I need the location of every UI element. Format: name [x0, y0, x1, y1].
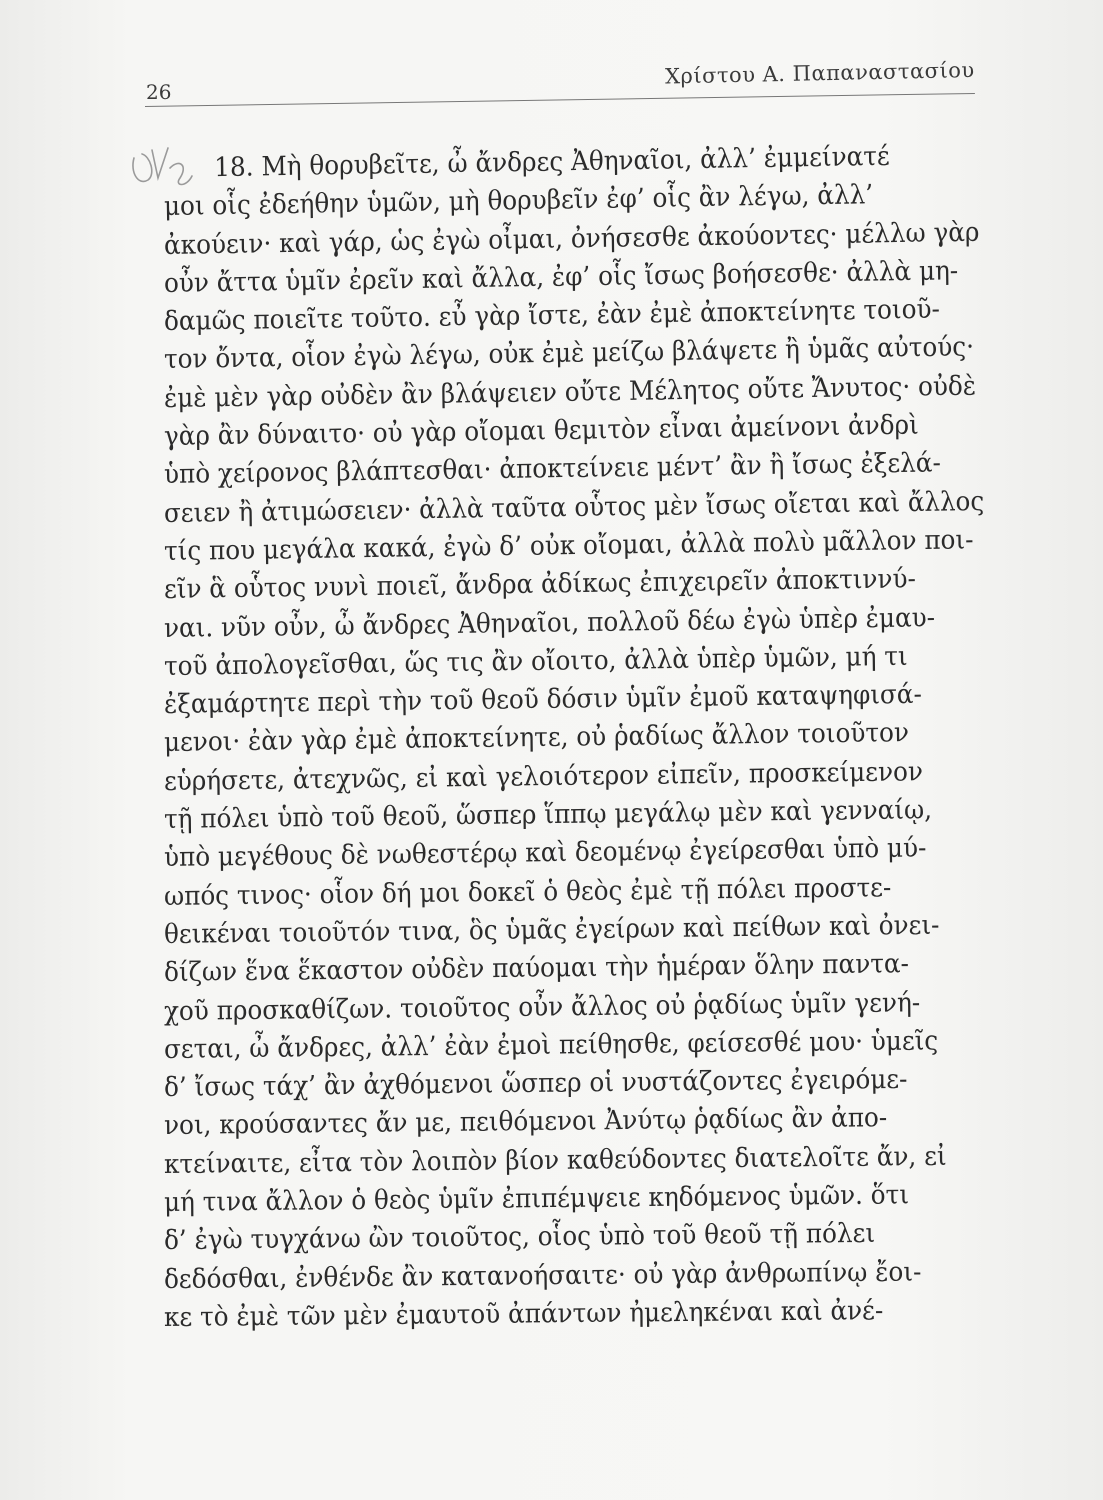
text-line: μοι οἷς ἐδεήθην ὑμῶν, μὴ θορυβεῖν ἐφ’ οἷς ἂν λέγω, ἀλλ’ [163, 179, 874, 223]
text-line: ἐμὲ μὲν γὰρ οὐδὲν ἂν βλάψειεν οὔτε Μέλητος οὔτε Ἄνυτος· οὐδὲ [163, 370, 977, 414]
text-line: εὑρήσετε, ἀτεχνῶς, εἰ καὶ γελοιότερον εἰπεῖν, προσκείμενον [163, 755, 924, 797]
text-line: ὑπὸ χείρονος βλάπτεσθαι· ἀποκτείνειε μέντ’ ἂν ἢ ἴσως ἐξελά- [163, 447, 942, 491]
text-line: τον ὄντα, οἷον ἐγὼ λέγω, οὐκ ἐμὲ μείζω βλάψετε ἢ ὑμᾶς αὐτούς· [163, 331, 975, 376]
text-line: νοι, κρούσαντες ἄν με, πειθόμενοι Ἀνύτῳ ῥᾳδίως ἂν ἀπο- [163, 1102, 888, 1142]
text-line-content: Μὴ θορυβεῖτε, ὦ ἄνδρες Ἀθηναῖοι, ἀλλ’ ἐμμείνατέ [261, 140, 890, 183]
page-number: 26 [146, 80, 172, 104]
text-line: σειεν ἢ ἀτιμώσειεν· ἀλλὰ ταῦτα οὗτος μὲν ἴσως οἴεται καὶ ἄλλος [163, 485, 985, 529]
text-line: οὖν ἄττα ὑμῖν ἐρεῖν καὶ ἄλλα, ἐφ’ οἷς ἴσως βοήσεσθε· ἀλλὰ μη- [163, 255, 959, 299]
text-line: δαμῶς ποιεῖτε τοῦτο. εὖ γὰρ ἴστε, ἐὰν ἐμὲ ἀποκτείνητε τοιοῦ- [163, 293, 941, 338]
section-number: 18. [214, 151, 254, 184]
text-line: ἀκούειν· καὶ γάρ, ὡς ἐγὼ οἶμαι, ὀνήσεσθε ἀκούοντες· μέλλω γὰρ [163, 216, 980, 261]
text-line: θεικέναι τοιοῦτόν τινα, ὃς ὑμᾶς ἐγείρων καὶ πείθων καὶ ὀνει- [163, 909, 940, 950]
text-line: ωπός τινος· οἷον δή μοι δοκεῖ ὁ θεὸς ἐμὲ τῇ πόλει προστε- [163, 871, 892, 912]
text-line: τῇ πόλει ὑπὸ τοῦ θεοῦ, ὥσπερ ἵππῳ μεγάλῳ μὲν καὶ γενναίῳ, [163, 794, 933, 836]
text-line: δίζων ἕνα ἕκαστον οὐδὲν παύομαι τὴν ἡμέραν ὅλην παντα- [163, 948, 910, 989]
text-line: μή τινα ἄλλον ὁ θεὸς ὑμῖν ἐπιπέμψειε κηδόμενος ὑμῶν. ὅτι [163, 1179, 910, 1219]
text-line: ὑπὸ μεγέθους δὲ νωθεστέρῳ καὶ δεομένῳ ἐγείρεσθαι ὑπὸ μύ- [163, 832, 927, 874]
text-line: δ’ ἐγὼ τυγχάνω ὢν τοιοῦτος, οἷος ὑπὸ τοῦ θεοῦ τῇ πόλει [163, 1218, 876, 1257]
text-line: τίς που μεγάλα κακά, ἐγὼ δ’ οὐκ οἴομαι, ἀλλὰ πολὺ μᾶλλον ποι- [163, 524, 974, 567]
text-line: κτείναιτε, εἶτα τὸν λοιπὸν βίον καθεύδοντες διατελοῖτε ἄν, εἰ [163, 1140, 947, 1180]
running-head: Χρίστου Α. Παπαναστασίου [665, 58, 976, 89]
text-line: ναι. νῦν οὖν, ὦ ἄνδρες Ἀθηναῖοι, πολλοῦ δέω ἐγὼ ὑπὲρ ἐμαυ- [163, 601, 936, 644]
text-line: μενοι· ἐὰν γὰρ ἐμὲ ἀποκτείνητε, οὐ ῥαδίως ἄλλον τοιοῦτον [163, 717, 910, 759]
text-line: δ’ ἴσως τάχ’ ἂν ἀχθόμενοι ὥσπερ οἱ νυστάζοντες ἐγειρόμε- [163, 1063, 908, 1104]
text-line: ἐξαμάρτητε περὶ τὴν τοῦ θεοῦ δόσιν ὑμῖν ἐμοῦ καταψηφισά- [163, 678, 923, 721]
text-line: δεδόσθαι, ἐνθένδε ἂν κατανοήσαιτε· οὐ γὰρ ἀνθρωπίνῳ ἔοι- [163, 1256, 922, 1295]
text-line: χοῦ προσκαθίζων. τοιοῦτος οὖν ἄλλος οὐ ῥᾳδίως ὑμῖν γενή- [163, 986, 921, 1027]
text-line: γὰρ ἂν δύναιτο· οὐ γὰρ οἴομαι θεμιτὸν εἶναι ἀμείνονι ἀνδρὶ [163, 409, 919, 453]
text-line: εῖν ἃ οὗτος νυνὶ ποιεῖ, ἄνδρα ἀδίκως ἐπιχειρεῖν ἀποκτιννύ- [163, 563, 917, 606]
text-line: κε τὸ ἐμὲ τῶν μὲν ἐμαυτοῦ ἀπάντων ἠμεληκέναι καὶ ἀνέ- [163, 1295, 884, 1333]
body-text [163, 140, 1044, 1337]
text-line: σεται, ὦ ἄνδρες, ἀλλ’ ἐὰν ἐμοὶ πείθησθε, φείσεσθέ μου· ὑμεῖς [163, 1025, 939, 1065]
header-rule [145, 93, 975, 107]
text-line: τοῦ ἀπολογεῖσθαι, ὥς τις ἂν οἴοιτο, ἀλλὰ ὑπὲρ ὑμῶν, μή τι [163, 640, 908, 682]
